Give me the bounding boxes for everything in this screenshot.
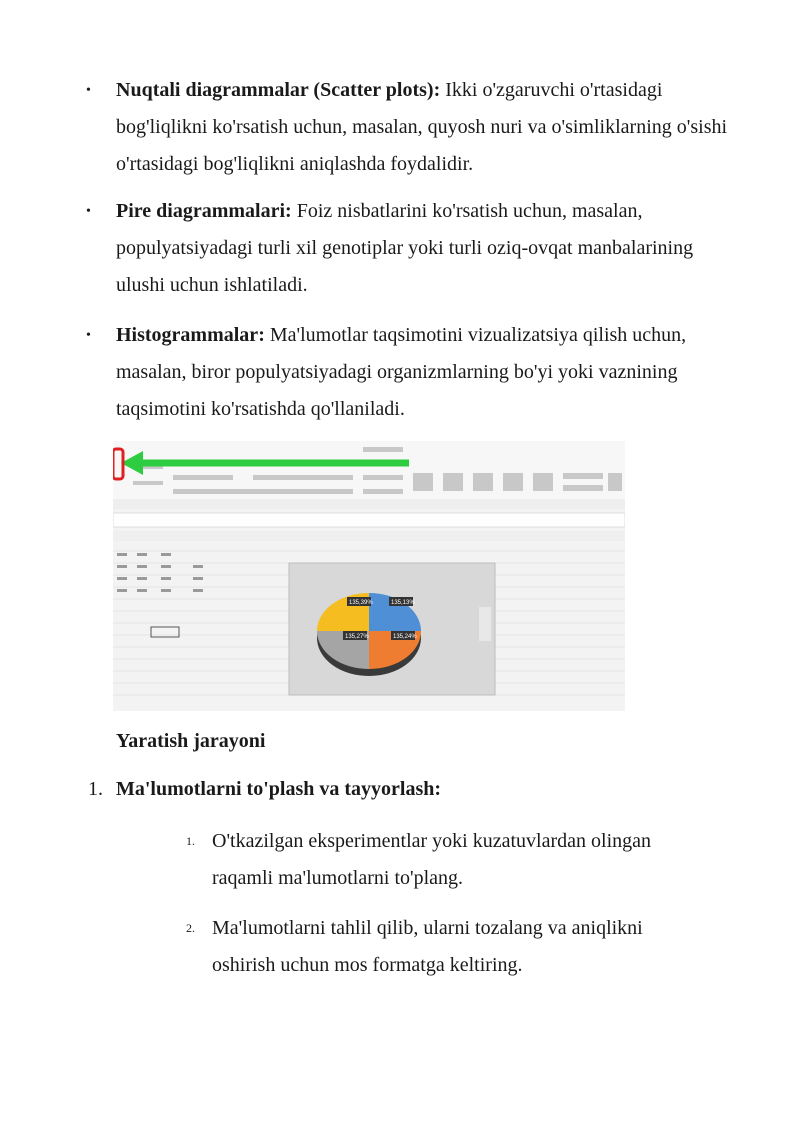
numbered-item-number: 1. [88, 778, 103, 800]
sub-item-number: 2. [186, 921, 195, 935]
bullet-title: Nuqtali diagrammalar (Scatter plots): [116, 79, 441, 101]
sub-item [186, 823, 706, 897]
bullet-title: Histogrammalar: [116, 324, 265, 346]
bullet-item-histogram [86, 317, 746, 428]
formula-bar [113, 513, 625, 527]
numbered-item-title: Ma'lumotlarni to'plash va tayyorlash: [116, 778, 442, 800]
numbered-item [88, 778, 441, 801]
sheet-data-cells [117, 553, 203, 592]
chart-legend [479, 607, 491, 641]
bullet-item-scatter [86, 72, 746, 183]
section-heading: Yaratish jarayoni [116, 730, 266, 752]
bullet-glyph: • [86, 83, 91, 98]
bullet-glyph: • [86, 204, 91, 219]
bullet-glyph: • [86, 328, 91, 343]
bullet-body: Ma'lumotlar taqsimotini vizualizatsiya qilish uchun, masalan, biror populyatsiyadagi organizmlarning bo'yi yoki vaznining taqsimotini ko'rsatishda qo'llaniladi. [116, 324, 687, 420]
pie-label-blue: 135,13% [391, 600, 415, 606]
sub-item-text: O'tkazilgan eksperimentlar yoki kuzatuvlardan olingan raqamli ma'lumotlarni to'plang. [212, 830, 652, 889]
ribbon-group-labels [113, 499, 625, 509]
excel-screenshot-figure [113, 441, 625, 711]
column-headers [113, 531, 625, 541]
pie-label-yellow: 135,39% [349, 600, 373, 606]
sub-item [186, 910, 706, 984]
bullet-body: Ikki o'zgaruvchi o'rtasidagi bog'liqlikni ko'rsatish uchun, masalan, quyosh nuri va o'simliklarning o'sishi o'rtasidagi bog'liqlikni aniqlashda foydalidir. [116, 79, 728, 175]
sub-item-text: Ma'lumotlarni tahlil qilib, ularni tozalang va aniqlikni oshirish uchun mos formatga keltiring. [212, 917, 643, 976]
bullet-title: Pire diagrammalari: [116, 200, 292, 222]
sub-item-number: 1. [186, 834, 195, 848]
pie-label-orange: 135,24% [393, 634, 417, 640]
bullet-body: Foiz nisbatlarini ko'rsatish uchun, masalan, populyatsiyadagi turli xil genotiplar yoki turli oziq-ovqat manbalarining ulushi uchun ishlatiladi. [116, 200, 694, 296]
pie-label-gray: 135,27% [345, 634, 369, 640]
excel-screenshot-drawing [113, 441, 625, 711]
bullet-item-pie [86, 193, 746, 304]
